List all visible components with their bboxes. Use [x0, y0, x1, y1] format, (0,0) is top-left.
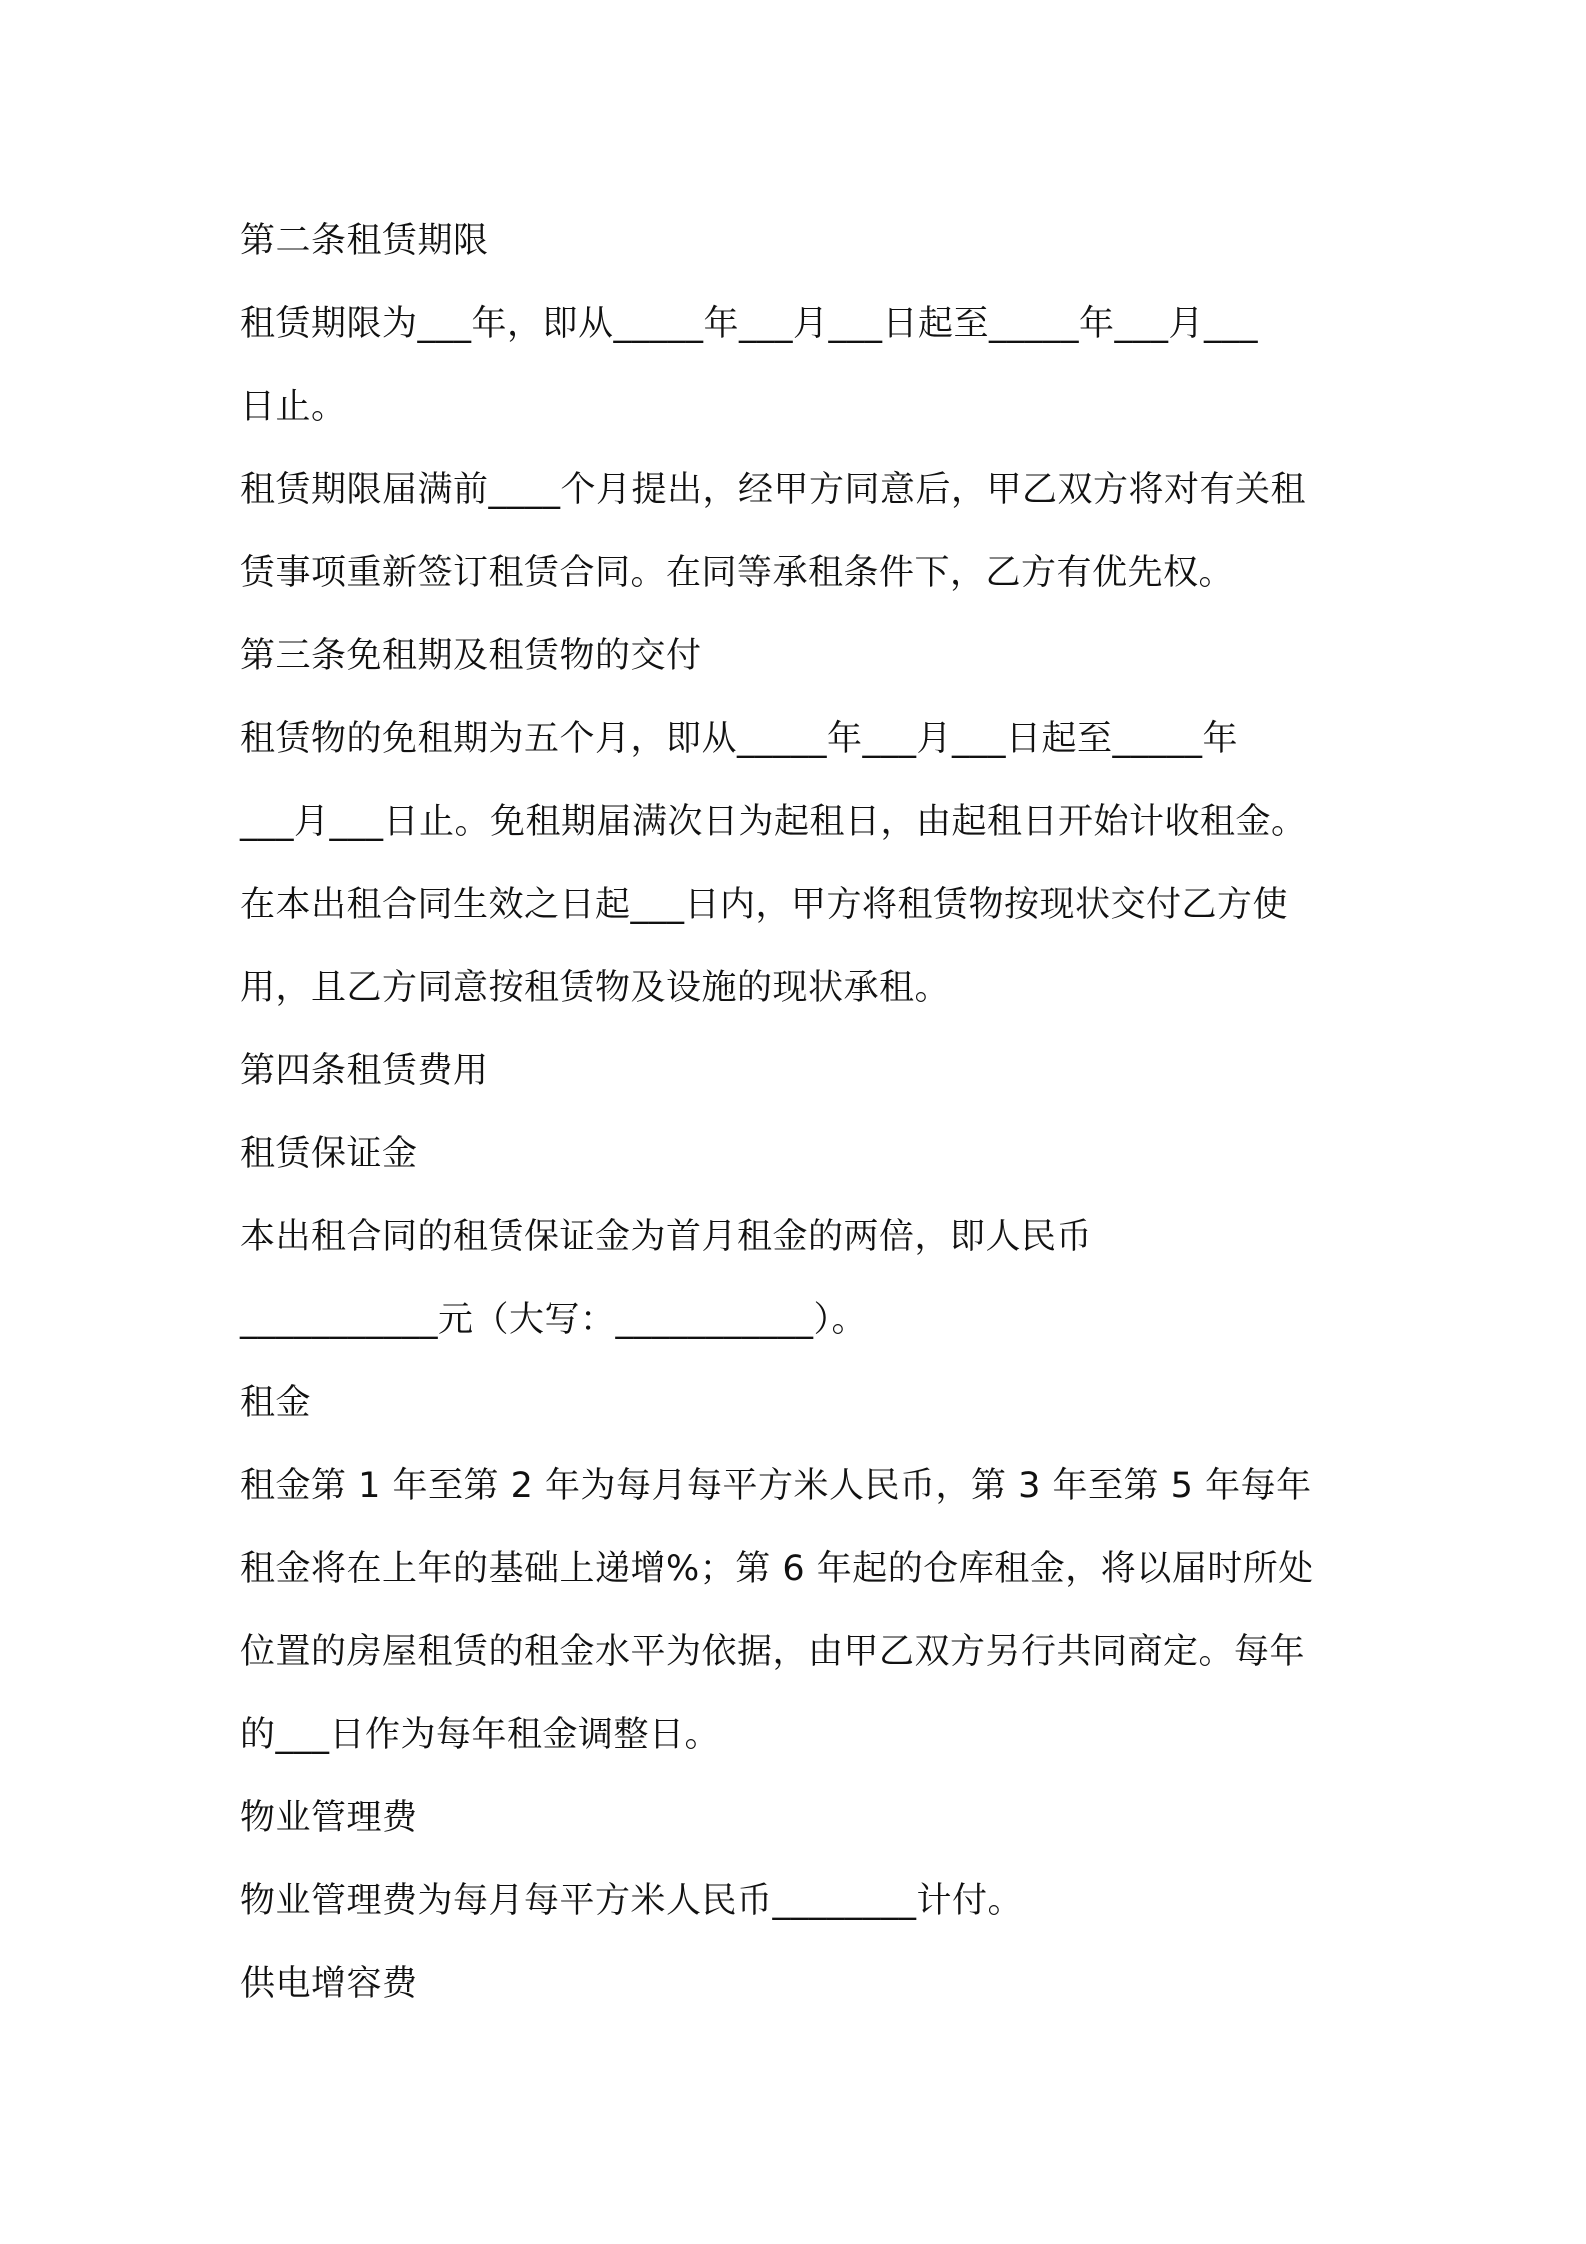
renewal-clause-text: 租赁期限届满前____个月提出，经甲方同意后，甲乙双方将对有关租	[240, 470, 1307, 510]
lease-term-text: 租赁期限为___年，即从_____年___月___日起至_____年___月___	[240, 304, 1259, 344]
rent-free-period-text: 租赁物的免租期为五个月，即从_____年___月___日起至_____年	[240, 719, 1239, 759]
rent-subheading: 租金	[240, 1383, 312, 1423]
delivery-clause-text: 在本出租合同生效之日起___日内，甲方将租赁物按现状交付乙方使	[240, 885, 1289, 925]
deposit-text: 本出租合同的租赁保证金为首月租金的两倍，即人民币	[240, 1217, 1093, 1257]
renewal-clause-text-end: 赁事项重新签订租赁合同。在同等承租条件下，乙方有优先权。	[240, 553, 1235, 593]
rent-text-3: 位置的房屋租赁的租金水平为依据，由甲乙双方另行共同商定。每年	[240, 1632, 1306, 1672]
rent-text-2: 租金将在上年的基础上递增%；第 6 年起的仓库租金，将以届时所处	[240, 1549, 1314, 1589]
article-3-heading: 第三条免租期及租赁物的交付	[240, 636, 702, 676]
property-fee-text: 物业管理费为每月每平方米人民币________计付。	[240, 1881, 1024, 1921]
article-2-heading: 第二条租赁期限	[240, 221, 489, 261]
deposit-amount-text: ___________元（大写：___________）。	[240, 1300, 868, 1340]
deposit-subheading: 租赁保证金	[240, 1134, 418, 1174]
rent-text: 租金第 1 年至第 2 年为每月每平方米人民币，第 3 年至第 5 年每年	[240, 1466, 1312, 1506]
lease-term-text-end: 日止。	[240, 387, 347, 427]
power-capacity-fee-subheading: 供电增容费	[240, 1964, 418, 2004]
property-fee-subheading: 物业管理费	[240, 1798, 418, 1838]
article-4-heading: 第四条租赁费用	[240, 1051, 489, 1091]
rent-text-end: 的___日作为每年租金调整日。	[240, 1715, 721, 1755]
delivery-clause-text-end: 用，且乙方同意按租赁物及设施的现状承租。	[240, 968, 951, 1008]
document-body	[240, 200, 1370, 2026]
rent-free-period-text-2: ___月___日止。免租期届满次日为起租日，由起租日开始计收租金。	[240, 802, 1307, 842]
